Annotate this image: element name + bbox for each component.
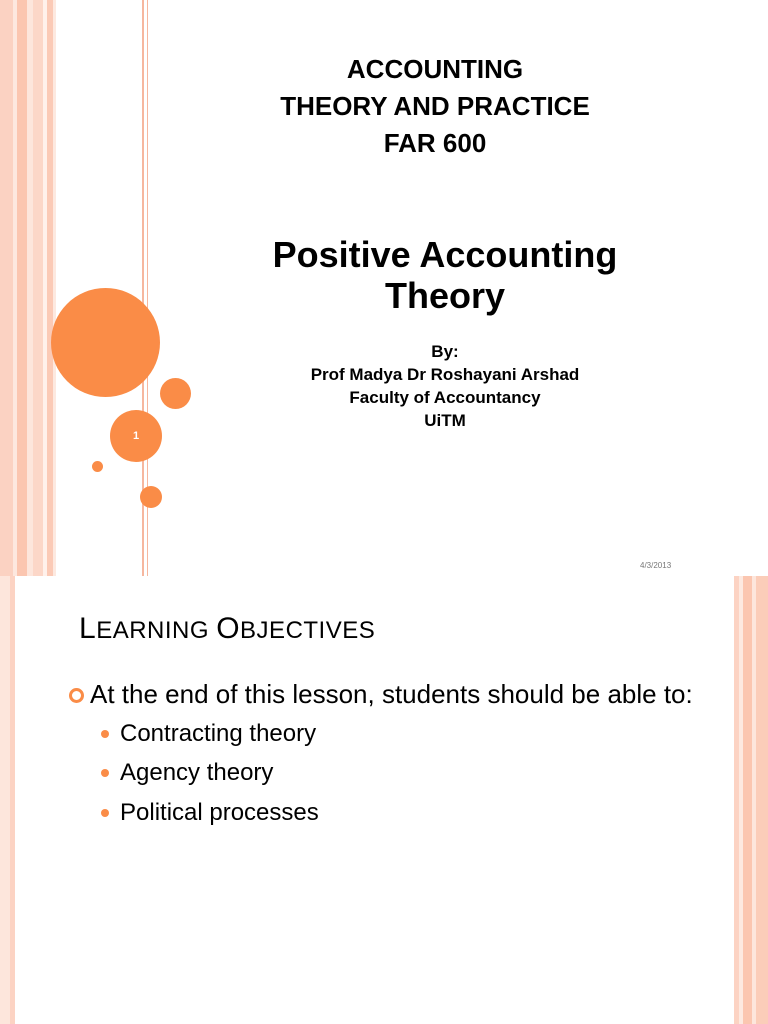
- decor-circle: [140, 486, 162, 508]
- slide-number: 1: [132, 430, 140, 442]
- ring-bullet-icon: [69, 688, 84, 703]
- decor-stripe: [53, 0, 56, 576]
- decor-circle: [160, 378, 191, 409]
- dot-bullet-icon: [101, 809, 109, 817]
- sub-bullet-text: Political processes: [120, 799, 319, 826]
- slide-heading: [79, 612, 375, 646]
- decor-circle: [92, 461, 103, 472]
- sub-bullet: [101, 799, 319, 827]
- decor-circle: [51, 288, 160, 397]
- decor-stripe: [10, 576, 15, 1024]
- topic-title-line: Theory: [384, 275, 506, 316]
- byline: [190, 340, 700, 432]
- course-title-line: FAR 600: [383, 128, 487, 158]
- sub-bullet: [101, 759, 273, 787]
- course-title-line: THEORY AND PRACTICE: [280, 91, 590, 121]
- sub-bullet: [101, 720, 316, 748]
- topic-title: [190, 234, 700, 316]
- sub-bullet-text: Agency theory: [120, 759, 274, 786]
- objectives-slide: [0, 576, 768, 1024]
- byline-line: UiTM: [424, 411, 466, 430]
- decor-stripe: [0, 576, 10, 1024]
- course-title: [190, 51, 680, 162]
- byline-line: Prof Madya Dr Roshayani Arshad: [310, 365, 580, 384]
- topic-title-line: Positive Accounting: [272, 234, 618, 275]
- decor-stripe: [756, 576, 768, 1024]
- sub-bullet-text: Contracting theory: [120, 720, 317, 747]
- byline-line: By:: [431, 342, 459, 361]
- main-bullet: [69, 679, 693, 710]
- heading-part: BJECTIVES: [240, 617, 376, 644]
- decor-stripe: [743, 576, 752, 1024]
- dot-bullet-icon: [101, 730, 109, 738]
- dot-bullet-icon: [101, 769, 109, 777]
- decor-stripe: [17, 0, 27, 576]
- heading-part: L: [79, 612, 97, 645]
- decor-stripe: [0, 0, 13, 576]
- decor-stripe: [33, 0, 43, 576]
- slide-number-badge: [110, 410, 162, 462]
- heading-part: O: [216, 612, 241, 645]
- heading-part: EARNING: [96, 617, 217, 644]
- byline-line: Faculty of Accountancy: [349, 388, 541, 407]
- course-title-line: ACCOUNTING: [346, 54, 524, 84]
- slide-date: 4/3/2013: [640, 561, 672, 570]
- main-bullet-text: At the end of this lesson, students should be able to:: [90, 679, 693, 709]
